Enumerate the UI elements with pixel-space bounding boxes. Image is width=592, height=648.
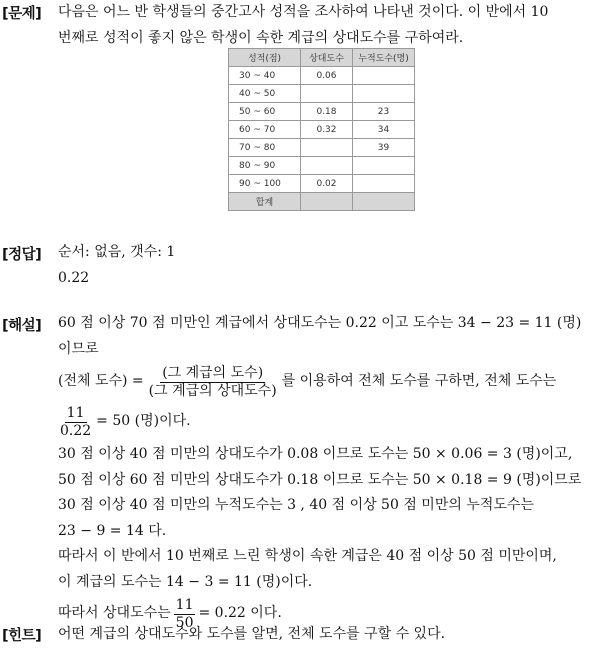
relative-frequency: [301, 85, 353, 103]
answer-text: [58, 240, 588, 291]
relative-frequency: 0.32: [301, 121, 353, 139]
relative-frequency: [301, 139, 353, 157]
cumulative-frequency: 34: [353, 121, 415, 139]
cumulative-frequency: [353, 67, 415, 85]
header-score: 성적(점): [229, 49, 301, 67]
total-cumulative-frequency: [353, 193, 415, 211]
frequency-table: [228, 48, 415, 211]
fraction-numerator: 11: [66, 404, 85, 421]
header-cumulative-frequency: 누적도수(명): [353, 49, 415, 67]
fraction-numerator: (그 계급의 도수): [162, 364, 264, 381]
table-header-row: [229, 49, 415, 67]
explanation-text: [58, 311, 588, 633]
problem-line: 번째로 성적이 좋지 않은 학생이 속한 계급의 상대도수를 구하여라.: [58, 29, 464, 46]
cumulative-frequency: [353, 157, 415, 175]
class-interval: 40 ~ 50: [229, 85, 301, 103]
cumulative-frequency: [353, 85, 415, 103]
answer-value: 0.22: [58, 269, 90, 286]
explanation-line: 30 점 이상 40 점 미만의 상대도수가 0.08 이므로 도수는 50 × 0.06 = 3 (명)이고,: [58, 446, 573, 462]
explanation-line: 따라서 이 반에서 10 번째로 느린 학생이 속한 계급은 40 점 이상 50 점 미만이며,: [58, 548, 557, 564]
final-prefix: 따라서 상대도수는: [58, 605, 171, 622]
problem-line: 다음은 어느 반 학생들의 중간고사 성적을 조사하여 나타낸 것이다. 이 반에서 10: [58, 4, 549, 20]
cumulative-frequency: [353, 175, 415, 193]
hint-body: [58, 622, 588, 648]
table-row: [229, 157, 415, 175]
explanation-line: 이 계급의 도수는 14 − 3 = 11 (명)이다.: [58, 573, 313, 590]
table-total-row: [229, 193, 415, 211]
class-interval: 80 ~ 90: [229, 157, 301, 175]
explanation-tag: [해설]: [2, 318, 42, 334]
explanation-total-line: [58, 402, 588, 442]
header-relative-frequency: 상대도수: [301, 49, 353, 67]
final-result: = 0.22 이다.: [198, 605, 282, 622]
explanation-line: 60 점 이상 70 점 미만인 계급에서 상대도수는 0.22 이고 도수는 34 − 23 = 11 (명): [58, 315, 582, 331]
problem-text: [58, 0, 588, 51]
class-interval: 60 ~ 70: [229, 121, 301, 139]
cumulative-frequency: 23: [353, 103, 415, 121]
class-interval: 30 ~ 40: [229, 67, 301, 85]
relative-frequency: 0.02: [301, 175, 353, 193]
explanation-line: 30 점 이상 40 점 미만의 누적도수는 3 , 40 점 이상 50 점 미만의 누적도수는: [58, 497, 534, 513]
relative-frequency: [301, 157, 353, 175]
formula-fraction: [147, 365, 279, 400]
explanation-formula-line: [58, 362, 588, 402]
cumulative-frequency: 39: [353, 139, 415, 157]
fraction-denominator: (그 계급의 상대도수): [148, 382, 277, 399]
hint-tag: [힌트]: [2, 628, 42, 644]
table-row: [229, 139, 415, 157]
class-interval: 90 ~ 100: [229, 175, 301, 193]
total-label: 합계: [229, 193, 301, 211]
hint-text: 어떤 계급의 상대도수와 도수를 알면, 전체 도수를 구할 수 있다.: [58, 626, 446, 642]
total-relative-frequency: [301, 193, 353, 211]
answer-tag: [정답]: [2, 247, 42, 263]
table-row: [229, 85, 415, 103]
table-row: [229, 175, 415, 193]
class-interval: 50 ~ 60: [229, 103, 301, 121]
problem-tag: [문제]: [2, 6, 42, 22]
fraction-denominator: 50: [175, 614, 194, 631]
table-row: [229, 103, 415, 121]
answer-line: 순서: 없음, 갯수: 1: [58, 244, 176, 260]
relative-frequency: 0.18: [301, 103, 353, 121]
explanation-line: 이므로: [58, 340, 99, 357]
total-fraction: [58, 405, 93, 440]
explanation-line: 23 − 9 = 14 다.: [58, 522, 167, 539]
fraction-numerator: 11: [175, 596, 194, 613]
formula-lhs: (전체 도수) =: [58, 373, 144, 390]
relative-frequency: 0.06: [301, 67, 353, 85]
table-row: [229, 67, 415, 85]
total-result: = 50 (명)이다.: [96, 413, 191, 430]
table-row: [229, 121, 415, 139]
formula-rhs: 를 이용하여 전체 도수를 구하면, 전체 도수는: [281, 373, 557, 390]
explanation-line: 50 점 이상 60 점 미만의 상대도수가 0.18 이므로 도수는 50 × 0.18 = 9 (명)이므로: [58, 471, 582, 488]
class-interval: 70 ~ 80: [229, 139, 301, 157]
fraction-denominator: 0.22: [60, 422, 92, 439]
